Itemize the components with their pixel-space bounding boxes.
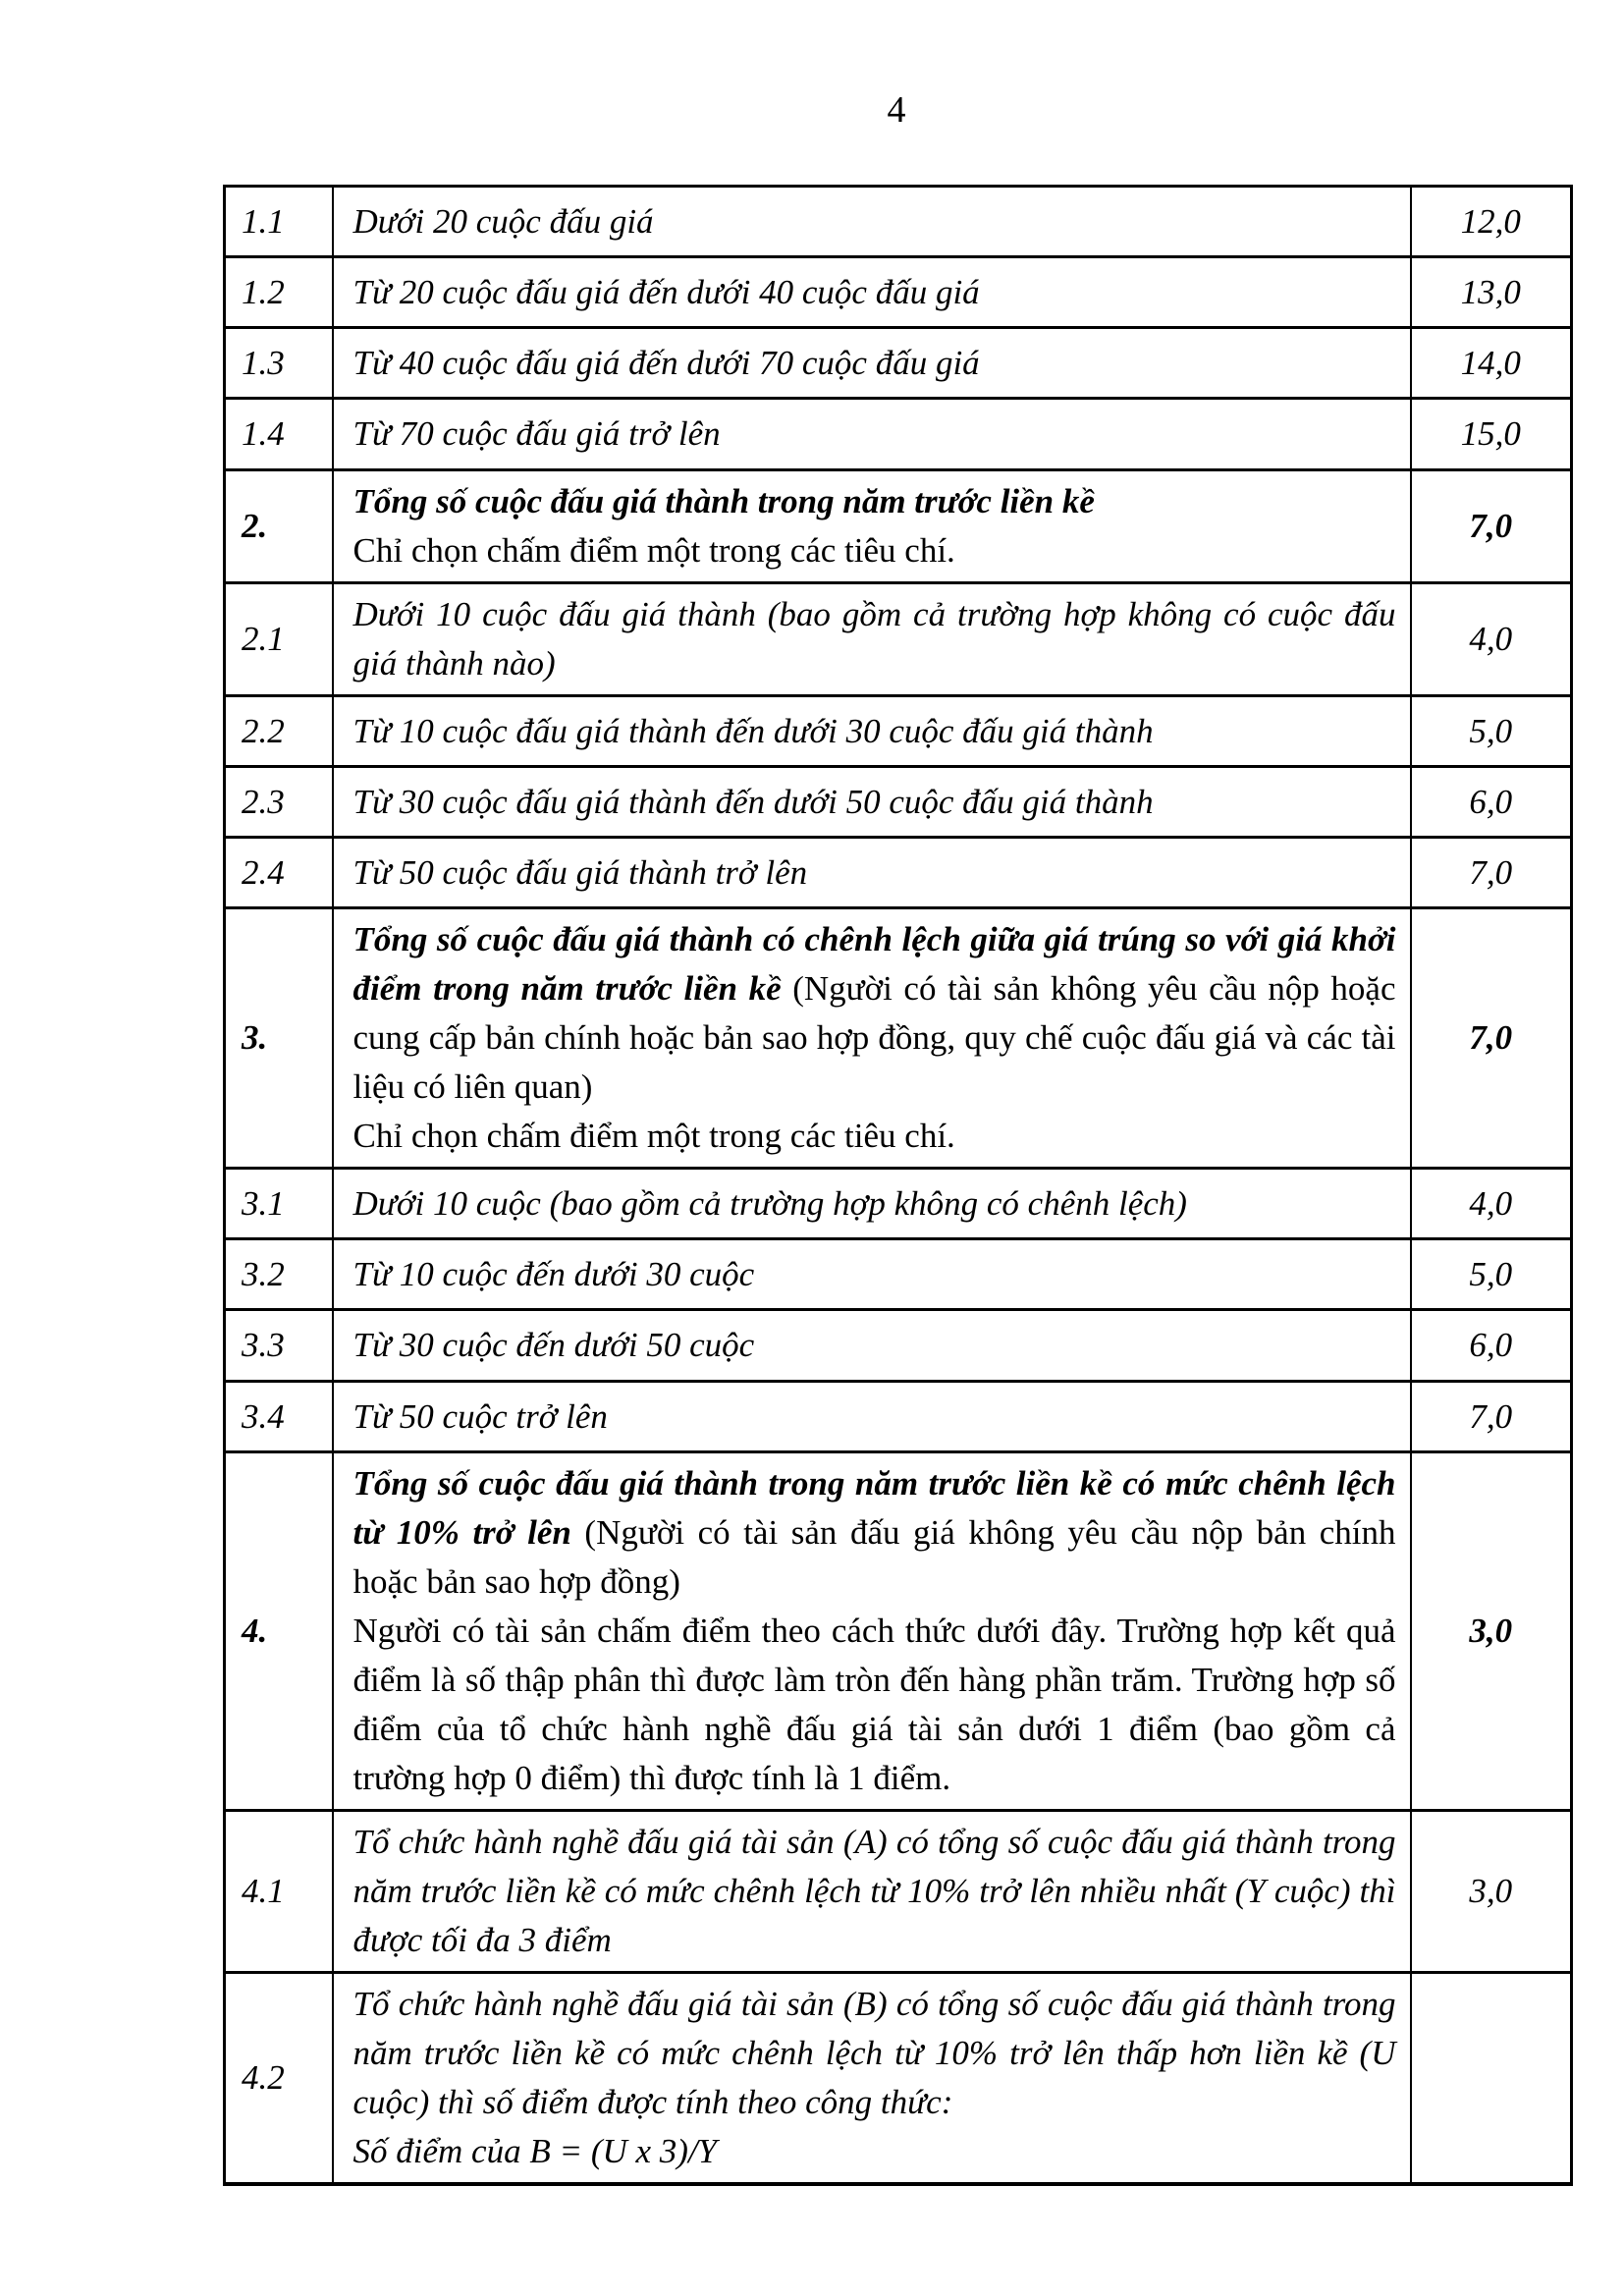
- criteria-text: [333, 1382, 1411, 1452]
- row-number: 2.1: [225, 583, 333, 696]
- section-row: [225, 908, 1572, 1169]
- points-value: 7,0: [1411, 908, 1572, 1169]
- criteria-row: [225, 187, 1572, 257]
- criteria-text: [333, 908, 1411, 1169]
- criteria-text: [333, 399, 1411, 470]
- criteria-segment: Chỉ chọn chấm điểm một trong các tiêu chí.: [352, 531, 955, 570]
- criteria-row: [225, 1811, 1572, 1973]
- points-value: 13,0: [1411, 257, 1572, 328]
- criteria-text: [333, 1169, 1411, 1239]
- criteria-row: [225, 257, 1572, 328]
- page-number: 4: [887, 89, 906, 131]
- criteria-segment: Từ 70 cuộc đấu giá trở lên: [352, 414, 721, 453]
- criteria-segment: Số điểm của B = (U x 3)/Y: [352, 2132, 718, 2170]
- row-number: 1.1: [225, 187, 333, 257]
- points-value: [1411, 1973, 1572, 2185]
- section-row: [225, 1452, 1572, 1811]
- criteria-text: [333, 187, 1411, 257]
- points-value: 5,0: [1411, 1239, 1572, 1310]
- criteria-segment: Từ 10 cuộc đến dưới 30 cuộc: [352, 1254, 755, 1293]
- criteria-segment: Từ 50 cuộc đấu giá thành trở lên: [352, 852, 808, 892]
- points-value: 6,0: [1411, 1310, 1572, 1382]
- criteria-text: [333, 1310, 1411, 1382]
- points-value: 12,0: [1411, 187, 1572, 257]
- criteria-row: [225, 1310, 1572, 1382]
- criteria-text: [333, 470, 1411, 583]
- row-number: 2.: [225, 470, 333, 583]
- criteria-text: [333, 696, 1411, 767]
- criteria-row: [225, 583, 1572, 696]
- scoring-criteria-table: [223, 185, 1573, 2186]
- row-number: 3.4: [225, 1382, 333, 1452]
- criteria-segment: Tổng số cuộc đấu giá thành trong năm trước liền kề có mức chênh lệch từ 10% trở lên: [352, 1464, 1396, 1552]
- criteria-row: [225, 1169, 1572, 1239]
- criteria-segment: Từ 50 cuộc trở lên: [352, 1396, 608, 1436]
- row-number: 4.2: [225, 1973, 333, 2185]
- criteria-segment: Tổng số cuộc đấu giá thành trong năm trước liền kề: [352, 482, 1095, 520]
- row-number: 2.4: [225, 838, 333, 908]
- criteria-segment: Tổ chức hành nghề đấu giá tài sản (B) có tổng số cuộc đấu giá thành trong năm trước liền kề có mức chênh lệch từ 10% trở lên thấp hơn liền kề (U cuộc) thì số điểm được tính theo công thức:: [352, 1985, 1396, 2121]
- row-number: 3.3: [225, 1310, 333, 1382]
- criteria-segment: Từ 10 cuộc đấu giá thành đến dưới 30 cuộc đấu giá thành: [352, 711, 1154, 750]
- row-number: 2.2: [225, 696, 333, 767]
- criteria-row: [225, 1382, 1572, 1452]
- criteria-segment: Dưới 10 cuộc đấu giá thành (bao gồm cả trường hợp không có cuộc đấu giá thành nào): [352, 595, 1396, 683]
- criteria-row: [225, 696, 1572, 767]
- criteria-segment: Từ 30 cuộc đấu giá thành đến dưới 50 cuộc đấu giá thành: [352, 782, 1154, 821]
- row-number: 4.1: [225, 1811, 333, 1973]
- criteria-text: [333, 328, 1411, 399]
- criteria-row: [225, 328, 1572, 399]
- criteria-text: [333, 1811, 1411, 1973]
- points-value: 5,0: [1411, 696, 1572, 767]
- row-number: 1.4: [225, 399, 333, 470]
- criteria-text: [333, 1452, 1411, 1811]
- criteria-text: [333, 257, 1411, 328]
- points-value: 14,0: [1411, 328, 1572, 399]
- criteria-text: [333, 583, 1411, 696]
- criteria-segment: Tổ chức hành nghề đấu giá tài sản (A) có tổng số cuộc đấu giá thành trong năm trước liền kề có mức chênh lệch từ 10% trở lên nhiều nhất (Y cuộc) thì được tối đa 3 điểm: [352, 1823, 1396, 1959]
- criteria-row: [225, 399, 1572, 470]
- row-number: 3.1: [225, 1169, 333, 1239]
- criteria-segment: (Người có tài sản không yêu cầu nộp hoặc cung cấp bản chính hoặc bản sao hợp đồng, quy chế cuộc đấu giá và các tài liệu có liên quan): [352, 969, 1396, 1106]
- criteria-row: [225, 838, 1572, 908]
- points-value: 6,0: [1411, 767, 1572, 838]
- points-value: 4,0: [1411, 583, 1572, 696]
- criteria-text: [333, 838, 1411, 908]
- criteria-segment: Từ 30 cuộc đến dưới 50 cuộc: [352, 1326, 755, 1364]
- criteria-segment: Từ 20 cuộc đấu giá đến dưới 40 cuộc đấu giá: [352, 272, 980, 311]
- criteria-row: [225, 1239, 1572, 1310]
- criteria-table-body: [225, 187, 1572, 2185]
- criteria-segment: Từ 40 cuộc đấu giá đến dưới 70 cuộc đấu giá: [352, 343, 980, 382]
- criteria-segment: Dưới 10 cuộc (bao gồm cả trường hợp không có chênh lệch): [352, 1183, 1187, 1223]
- points-value: 7,0: [1411, 838, 1572, 908]
- points-value: 7,0: [1411, 1382, 1572, 1452]
- row-number: 4.: [225, 1452, 333, 1811]
- criteria-row: [225, 1973, 1572, 2185]
- criteria-text: [333, 767, 1411, 838]
- criteria-row: [225, 767, 1572, 838]
- row-number: 1.3: [225, 328, 333, 399]
- row-number: 1.2: [225, 257, 333, 328]
- points-value: 7,0: [1411, 470, 1572, 583]
- points-value: 4,0: [1411, 1169, 1572, 1239]
- points-value: 3,0: [1411, 1452, 1572, 1811]
- row-number: 2.3: [225, 767, 333, 838]
- criteria-segment: (Người có tài sản đấu giá không yêu cầu nộp bản chính hoặc bản sao hợp đồng): [352, 1513, 1396, 1601]
- criteria-text: [333, 1239, 1411, 1310]
- points-value: 15,0: [1411, 399, 1572, 470]
- criteria-segment: Tổng số cuộc đấu giá thành có chênh lệch giữa giá trúng so với giá khởi điểm trong năm trước liền kề: [352, 920, 1396, 1008]
- row-number: 3.: [225, 908, 333, 1169]
- criteria-segment: Dưới 20 cuộc đấu giá: [352, 201, 654, 241]
- criteria-segment: Chỉ chọn chấm điểm một trong các tiêu chí.: [352, 1117, 955, 1155]
- criteria-segment: Người có tài sản chấm điểm theo cách thức dưới đây. Trường hợp kết quả điểm là số thập phân thì được làm tròn đến hàng phần trăm. Trường hợp số điểm của tổ chức hành nghề đấu giá tài sản dưới 1 điểm (bao gồm cả trường hợp 0 điểm) thì được tính là 1 điểm.: [352, 1612, 1396, 1797]
- row-number: 3.2: [225, 1239, 333, 1310]
- section-row: [225, 470, 1572, 583]
- points-value: 3,0: [1411, 1811, 1572, 1973]
- criteria-text: [333, 1973, 1411, 2185]
